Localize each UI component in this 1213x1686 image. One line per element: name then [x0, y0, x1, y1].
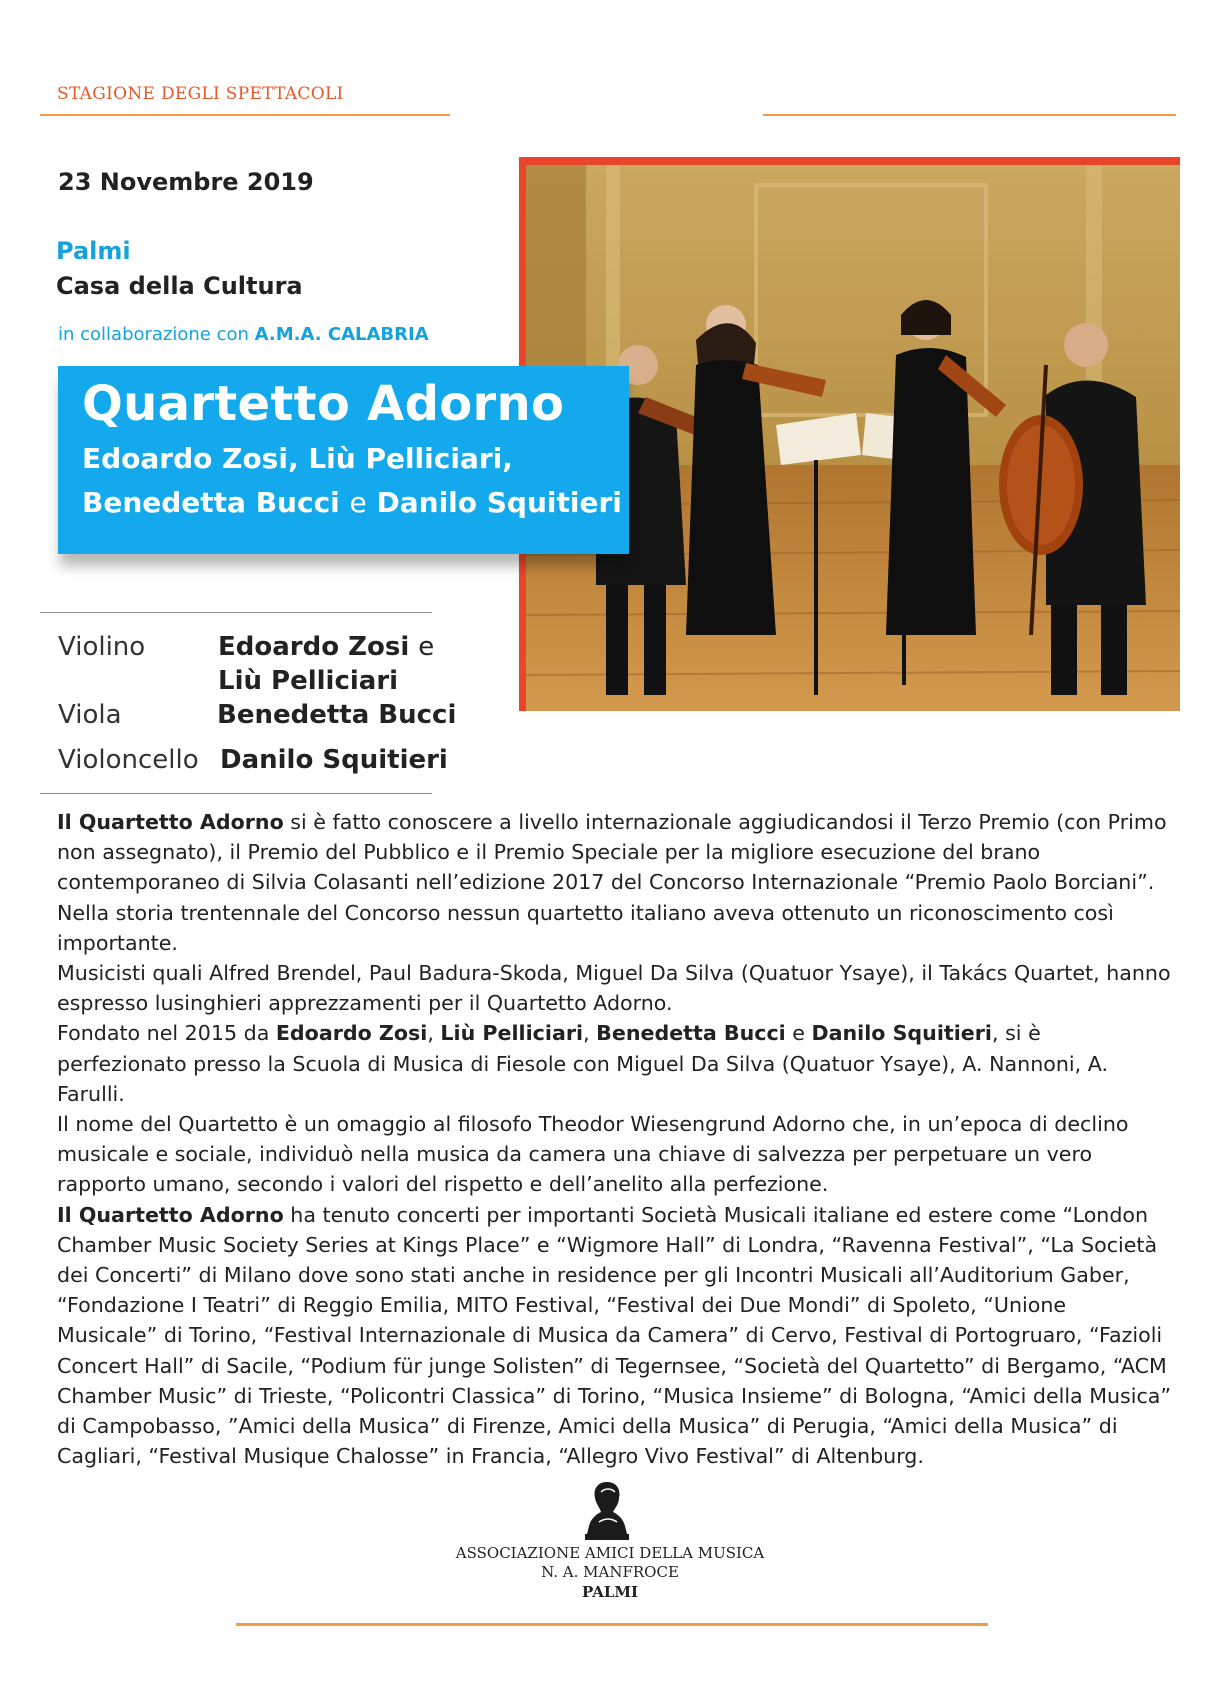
footer-city: PALMI	[582, 1583, 638, 1601]
bio-p3-a: Fondato nel 2015 da	[57, 1021, 276, 1046]
event-date: 23 Novembre 2019	[58, 168, 314, 196]
member-bucci: Benedetta Bucci	[82, 486, 340, 519]
bio-p1-text: si è fatto conoscere a livello internazionale aggiudicandosi il Terzo Premio (con Primo non assegnato), il Premio del Pubblico e il Premio Speciale per la migliore esecuzione del brano contemporaneo di Silvia Colasanti nell’edizione 2017 del Concorso Internazionale “Premio Paolo Borciani”. Nella storia trentennale del Concorso nessun quartetto italiano aveva ottenuto un riconoscimento così importante.	[57, 810, 1167, 955]
bio-p3-sep-2: ,	[583, 1021, 597, 1046]
bio-paragraph-3	[57, 1018, 1172, 1109]
player-viola: Benedetta Bucci	[217, 700, 457, 730]
bio-p3-name-3: Benedetta Bucci	[596, 1021, 786, 1046]
cast-conjunction: e	[418, 632, 435, 662]
footer-rule	[236, 1623, 988, 1626]
collaboration-line	[58, 324, 429, 345]
ensemble-name: Quartetto Adorno	[82, 376, 565, 432]
cast-rule-top	[40, 612, 432, 613]
header-rule-left	[40, 114, 450, 116]
bio-p3-name-1: Edoardo Zosi	[275, 1021, 428, 1046]
collab-org: A.M.A. CALABRIA	[254, 324, 429, 345]
player-zosi: Edoardo Zosi	[218, 632, 410, 662]
bio-p3-name-2: Liù Pelliciari	[440, 1021, 584, 1046]
title-box	[58, 366, 629, 554]
biography	[57, 807, 1172, 1471]
season-label: STAGIONE DEGLI SPETTACOLI	[57, 84, 344, 104]
role-violoncello: Violoncello	[58, 745, 199, 775]
player-violino-2: Liù Pelliciari	[218, 666, 399, 696]
association-bust-logo-icon	[575, 1478, 639, 1542]
player-violino-1	[218, 632, 434, 662]
bio-paragraph-5	[57, 1200, 1172, 1472]
event-city: Palmi	[56, 237, 131, 265]
footer-name: N. A. MANFROCE	[541, 1563, 679, 1581]
member-squitieri: Danilo Squitieri	[376, 486, 622, 519]
bio-p3-sep-3: e	[785, 1021, 812, 1046]
members-line-1: Edoardo Zosi, Liù Pelliciari,	[82, 442, 513, 475]
bio-p5-bold: Il Quartetto Adorno	[57, 1202, 284, 1227]
bio-paragraph-2: Musicisti quali Alfred Brendel, Paul Badura-Skoda, Miguel Da Silva (Quatuor Ysaye), il Takács Quartet, hanno espresso lusinghieri apprezzamenti per il Quartetto Adorno.	[57, 961, 1171, 1016]
event-venue: Casa della Cultura	[56, 272, 303, 300]
collab-prefix: in collaborazione con	[58, 324, 249, 345]
bio-paragraph-1	[57, 807, 1172, 958]
bio-p3-name-4: Danilo Squitieri	[811, 1021, 992, 1046]
player-violoncello: Danilo Squitieri	[220, 745, 448, 775]
role-violino: Violino	[58, 632, 146, 662]
members-line-2	[82, 486, 622, 519]
bio-p5-text: ha tenuto concerti per importanti Società Musicali italiane ed estere come “London Chamber Music Society Series at Kings Place” e “Wigmore Hall” di Londra, “Ravenna Festival”, “La Società dei Concerti” di Milano dove sono stati anche in residence per gli Incontri Musicali all’Auditorium Gaber, “Fondazione I Teatri” di Reggio Emilia, MITO Festival, “Festival dei Due Mondi” di Spoleto, “Unione Musicale” di Torino, “Festival Internazionale di Musica da Camera” di Cervo, Festival di Portogruaro, “Fazioli Concert Hall” di Sacile, “Podium für junge Solisten” di Tegernsee, “Società del Quartetto” di Bergamo, “ACM Chamber Music” di Trieste, “Policontri Classica” di Torino, “Musica Insieme” di Bologna, “Amici della Musica” di Campobasso, ”Amici della Musica” di Firenze, Amici della Musica” di Perugia, “Amici della Musica” di Cagliari, “Festival Musique Chalosse” in Francia, “Allegro Vivo Festival” di Altenburg.	[57, 1202, 1172, 1469]
bio-p1-bold: Il Quartetto Adorno	[57, 810, 284, 834]
bio-p3-b: , si è perfezionato presso la Scuola di Musica di Fiesole con Miguel Da Silva (Quatuor Ysaye), A. Nannoni, A. Farulli.	[57, 1021, 1108, 1106]
bio-paragraph-4: Il nome del Quartetto è un omaggio al filosofo Theodor Wiesengrund Adorno che, in un’epoca di declino musicale e sociale, individuò nella musica da camera una chiave di salvezza per perpetuare un vero rapporto umano, secondo i valori del rispetto e dell’anelito alla perfezione.	[57, 1112, 1129, 1197]
footer-association: ASSOCIAZIONE AMICI DELLA MUSICA	[455, 1544, 765, 1562]
bio-p3-sep-1: ,	[427, 1021, 441, 1046]
role-viola: Viola	[58, 700, 122, 730]
cast-rule-bottom	[40, 793, 432, 794]
members-conjunction: e	[349, 486, 367, 519]
header-rule-right	[763, 114, 1176, 116]
